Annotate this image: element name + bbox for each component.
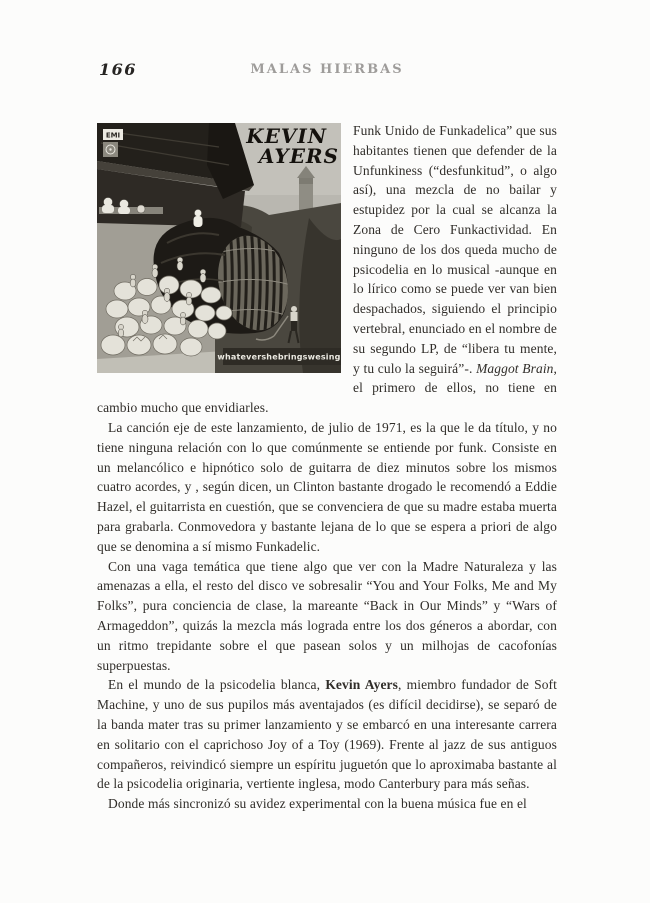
paragraph: Funk Unido de Funkadelica” que sus habitantes tienen que defender de la Unfunkiness (“desfunkitud”, o algo así), una mezcla de no bailar y estupidez por la cual se alcanza la Zona de Cero Funkactividad. En ninguno de los dos queda mucho de psicodelia en lo musical -aunque en lo lírico como se puede ver van bien despachados, siguiendo el principio vertebral, enunciado en el nombre de su segundo LP, de “libera tu mente, y tu culo la seguirá”-. Maggot Brain, el primero de ellos, no tiene en cambio mucho que envidiarles. [97, 123, 558, 416]
paragraph: La canción eje de este lanzamiento, de julio de 1971, es la que le da título, y no tiene ninguna relación con lo que comúnmente se entiende por funk. Consiste en un melancólico e hipnótico solo de guitarra de diez minutos sobre los mismos cuatro acordes, y , según dicen, un Clinton bastante drogado le recomendó a Eddie Hazel, el guitarrista en cuestión, que se convenciera de que su madre estaba muerta para grabarla. Conmovedora y bastante lejana de lo que se espera a priori de algo que se denomina a sí mismo Funkadelic. [97, 419, 557, 554]
album-cover-art [97, 123, 341, 373]
paragraph: En el mundo de la psicodelia blanca, Kevin Ayers, miembro fundador de Soft Machine, y uno de sus pupilos más aventajados (es difícil decidirse), se separó de la banda mater tras su primer lanzamiento y se embarcó en una interesante carrera en solitario con el caprichoso Joy of a Toy (1969). Frente al jazz de sus antiguos compañeros, reivindicó siempre un espíritu juguetón que lo aproximaba bastante al de la psicodelia originaria, vertiente inglesa, modo Canterbury para más señas. [97, 677, 557, 792]
page-header [97, 60, 557, 80]
album-cover [97, 123, 341, 373]
svg-text:EMI: EMI [105, 131, 121, 140]
paragraph: Con una vaga temática que tiene algo que ver con la Madre Naturaleza y las amenazas a ella, el resto del disco ve sobresalir “You and Your Folks, Me and My Folks”, pura conciencia de clase, la mareante “Back in Our Minds” y “Wars of Armageddon”, quizás la mezcla más lograda entre los dos géneros a abordar, con un ritmo trepidante sobre el que pasean solos y un milhojas de cacofonías superpuestas. [97, 558, 557, 673]
artist-name [245, 124, 339, 168]
svg-text:KEVIN: KEVIN [246, 124, 327, 148]
article [97, 121, 557, 814]
page-number: 166 [99, 60, 137, 79]
running-header-title: MALAS HIERBAS [250, 62, 404, 77]
basket-baby-illustration [194, 209, 203, 227]
svg-text:AYERS: AYERS [258, 144, 339, 168]
album-title-caption: whatevershebringswesing [217, 352, 341, 362]
paragraph: Donde más sincronizó su avidez experimental con la buena música fue en el [108, 796, 527, 812]
